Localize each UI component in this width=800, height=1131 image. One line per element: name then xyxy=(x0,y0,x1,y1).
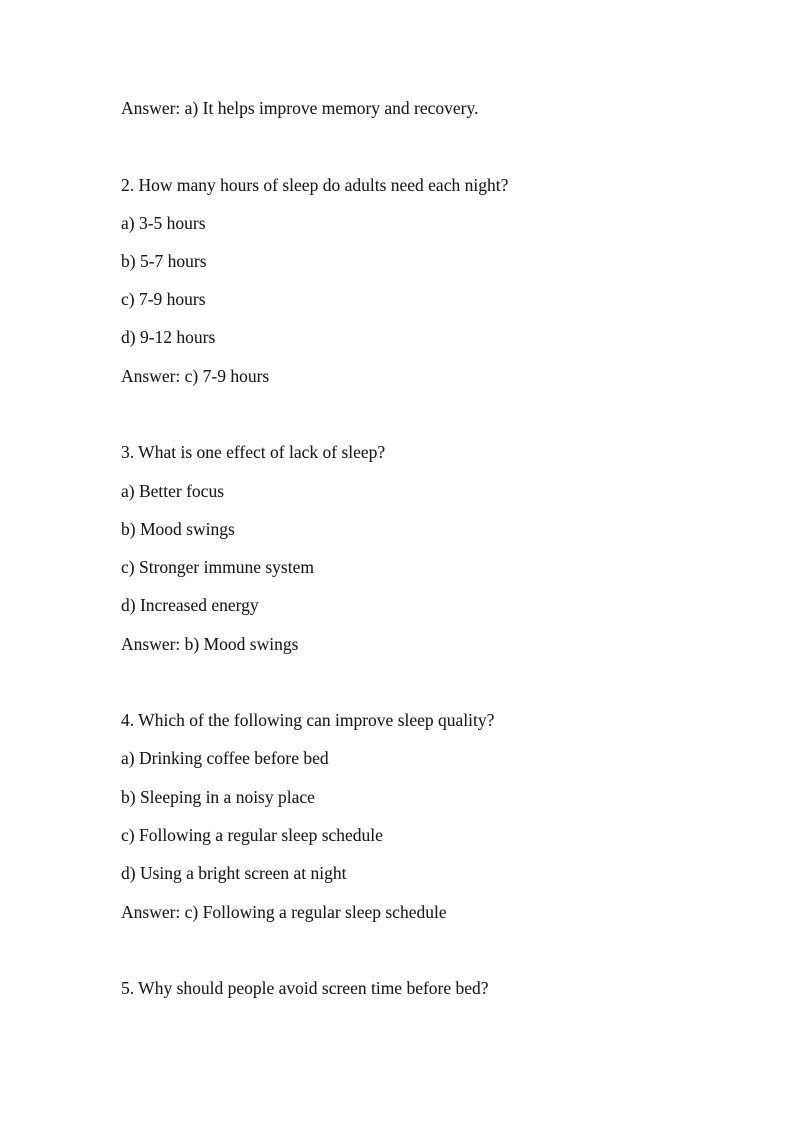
question-4-option-d: d) Using a bright screen at night xyxy=(121,863,347,883)
previous-answer: Answer: a) It helps improve memory and recovery. xyxy=(121,98,479,118)
question-3-option-c: c) Stronger immune system xyxy=(121,557,314,577)
question-2-option-c: c) 7-9 hours xyxy=(121,289,206,309)
question-2-option-b: b) 5-7 hours xyxy=(121,251,207,271)
question-4-answer: Answer: c) Following a regular sleep schedule xyxy=(121,902,447,922)
question-3-option-d: d) Increased energy xyxy=(121,595,259,615)
question-4-option-a: a) Drinking coffee before bed xyxy=(121,748,329,768)
question-5: 5. Why should people avoid screen time before bed? xyxy=(121,978,489,998)
question-2: 2. How many hours of sleep do adults need each night? xyxy=(121,175,509,195)
question-3-option-b: b) Mood swings xyxy=(121,519,235,539)
question-2-option-a: a) 3-5 hours xyxy=(121,213,206,233)
question-3-answer: Answer: b) Mood swings xyxy=(121,634,299,654)
question-4-option-c: c) Following a regular sleep schedule xyxy=(121,825,383,845)
question-3-option-a: a) Better focus xyxy=(121,481,225,501)
question-3: 3. What is one effect of lack of sleep? xyxy=(121,442,386,462)
question-2-answer: Answer: c) 7-9 hours xyxy=(121,366,270,386)
question-2-option-d: d) 9-12 hours xyxy=(121,327,216,347)
question-4-option-b: b) Sleeping in a noisy place xyxy=(121,787,315,807)
question-4: 4. Which of the following can improve sleep quality? xyxy=(121,710,495,730)
